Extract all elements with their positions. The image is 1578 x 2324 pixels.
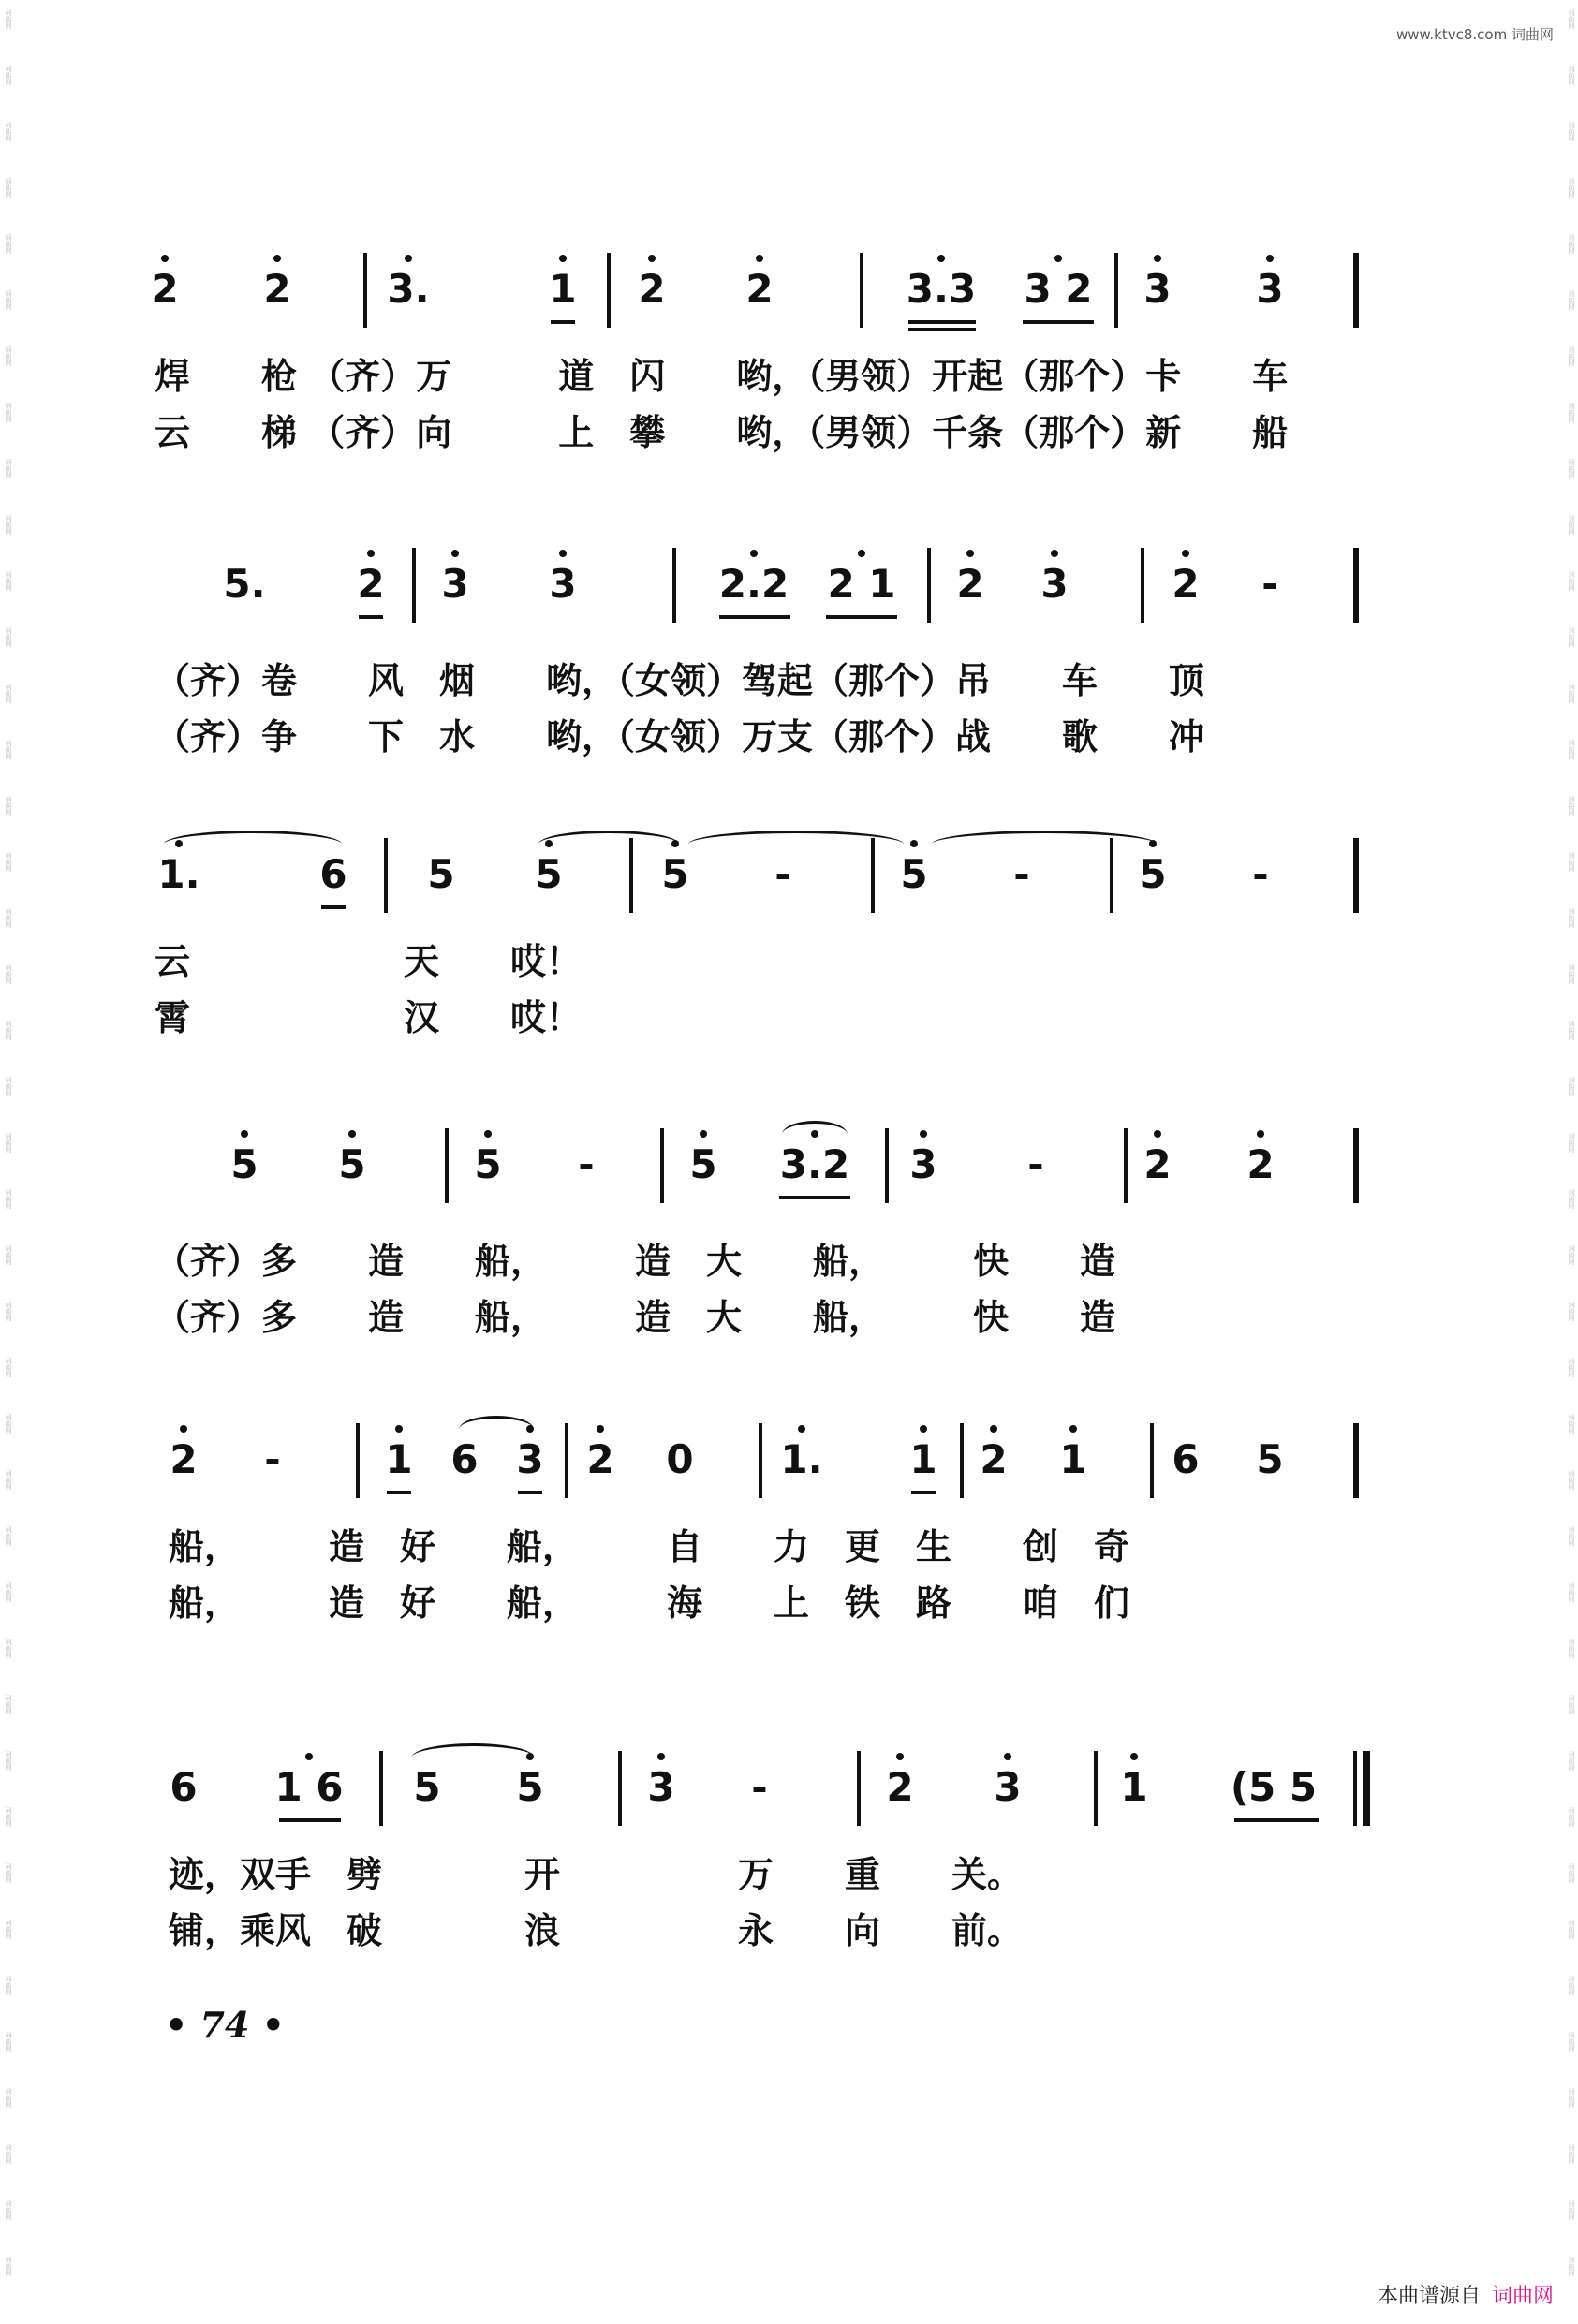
watermark-text: 词曲网 (5, 178, 12, 198)
watermark-text: 词曲网 (1568, 459, 1575, 478)
note: 5 (524, 851, 573, 898)
notation-row (0, 1119, 1578, 1222)
underline (551, 320, 575, 324)
note: 1 (538, 266, 587, 313)
repeat-bar-thick (1363, 1751, 1370, 1826)
note: (5 5 (1230, 1764, 1318, 1810)
watermark-text: 词曲网 (5, 234, 12, 254)
note: - (751, 1764, 768, 1810)
note: 2 (1161, 561, 1210, 608)
watermark-text: 词曲网 (1568, 2200, 1575, 2220)
watermark-text: 词曲网 (1568, 1133, 1575, 1153)
lyric-line-1: 焊 枪 （齐）万 道 闪 哟，（男领）开起（那个）卡 车 (155, 355, 1289, 397)
bar-line (1353, 253, 1359, 328)
watermark-text: 词曲网 (1568, 1582, 1575, 1602)
bar-line (1150, 1423, 1154, 1498)
bar-line (629, 838, 633, 913)
underline (359, 615, 383, 619)
watermark-text: 词曲网 (5, 1358, 12, 1377)
note: 1 6 (272, 1764, 347, 1811)
note: 1. (777, 1436, 826, 1483)
note: 3 (983, 1764, 1032, 1811)
watermark-text: 词曲网 (5, 1470, 12, 1490)
bar-line (960, 1423, 964, 1498)
underline (518, 1491, 542, 1494)
watermark-text: 词曲网 (1568, 1189, 1575, 1209)
watermark-text: 词曲网 (1568, 571, 1575, 591)
lyric-row (0, 711, 1578, 767)
bar-line (1141, 548, 1144, 623)
lyric-line-2: 船， 造 好 船， 海 上 铁 路 咱 们 (169, 1581, 1130, 1624)
bar-line (1124, 1128, 1128, 1203)
note: 1. (155, 851, 203, 898)
note: 2 1 (819, 561, 904, 608)
watermark-text: 词曲网 (5, 2088, 12, 2108)
bar-line (1353, 548, 1359, 623)
watermark-text: 词曲网 (5, 796, 12, 816)
note: 2 (946, 561, 995, 608)
lyric-line-2: 霄 汉 哎！ (155, 996, 583, 1038)
score-system-2 (0, 538, 1578, 767)
note: - (774, 851, 791, 897)
underline (1234, 1818, 1319, 1822)
watermark-text: 词曲网 (1568, 1302, 1575, 1321)
watermark-text: 词曲网 (1568, 1976, 1575, 1995)
watermark-text: 词曲网 (5, 1133, 12, 1153)
watermark-text: 词曲网 (5, 1302, 12, 1321)
lyric-row (0, 1848, 1578, 1905)
bar-line (860, 253, 863, 328)
note: 2.2 (712, 561, 796, 608)
watermark-text: 词曲网 (1568, 178, 1575, 198)
note: 2 (347, 561, 395, 608)
watermark-text: 词曲网 (1568, 9, 1575, 29)
underline (779, 1196, 850, 1199)
lyric-row (0, 992, 1578, 1048)
bar-line (660, 1128, 664, 1203)
note: 2 (1133, 1141, 1182, 1188)
bar-line (927, 548, 931, 623)
note: 3 (538, 561, 587, 608)
lyric-row (0, 1291, 1578, 1347)
notation-row (0, 1742, 1578, 1845)
watermark-text: 词曲网 (5, 1189, 12, 1209)
watermark-text: 词曲网 (1568, 66, 1575, 85)
note: 5 (464, 1141, 512, 1188)
lyric-line-2: （齐）多 造 船， 造 大 船， 快 造 (155, 1296, 1116, 1338)
watermark-text: 词曲网 (1568, 964, 1575, 984)
bar-line (356, 1423, 360, 1498)
bar-line (412, 548, 416, 623)
lyric-line-1: 船， 造 好 船， 自 力 更 生 创 奇 (169, 1525, 1130, 1567)
note: 5 (1128, 851, 1177, 898)
watermark-text: 词曲网 (5, 1976, 12, 1995)
notation-row (0, 829, 1578, 932)
bar-line (1114, 253, 1118, 328)
notation-row (0, 1414, 1578, 1517)
score-system-5 (0, 1414, 1578, 1633)
note: - (264, 1436, 281, 1482)
watermark-text: 词曲网 (1568, 1021, 1575, 1040)
note: 2 (576, 1436, 625, 1483)
underline (1023, 320, 1094, 324)
watermark-text: 词曲网 (5, 290, 12, 310)
lyric-line-2: （齐）争 下 水 哟，（女领）万支（那个）战 歌 冲 (155, 715, 1205, 758)
watermark-text: 词曲网 (1568, 234, 1575, 254)
note: 1 (1049, 1436, 1098, 1483)
underline (908, 328, 976, 331)
bar-line (445, 1128, 449, 1203)
watermark-text: 词曲网 (5, 1920, 12, 1939)
watermark-text: 词曲网 (5, 459, 12, 478)
note: 3 (1133, 266, 1182, 313)
watermark-text: 词曲网 (5, 515, 12, 535)
watermark-text: 词曲网 (1568, 627, 1575, 647)
lyric-line-2: 云 梯 （齐）向 上 攀 哟，（男领）千条（那个）新 船 (155, 411, 1289, 453)
score-system-4 (0, 1119, 1578, 1347)
watermark-text: 词曲网 (1568, 1414, 1575, 1434)
watermark-text: 词曲网 (5, 740, 12, 759)
watermark-text: 词曲网 (5, 571, 12, 591)
watermark-text: 词曲网 (5, 9, 12, 29)
watermark-text: 词曲网 (1568, 740, 1575, 759)
underline (719, 615, 790, 619)
note: 5 (427, 851, 455, 897)
lyric-line-1: （齐）卷 风 烟 哟，（女领）驾起（那个）吊 车 顶 (155, 659, 1205, 701)
note: 3 (506, 1436, 554, 1483)
note: 2 (627, 266, 676, 313)
watermark-text: 词曲网 (1568, 1863, 1575, 1883)
watermark-text: 词曲网 (5, 2144, 12, 2164)
note: - (1261, 561, 1278, 607)
note: 2 (1236, 1141, 1285, 1188)
underline (387, 1491, 411, 1494)
note: 2 (159, 1436, 208, 1483)
watermark-text: 词曲网 (1568, 1695, 1575, 1714)
bar-line (672, 548, 676, 623)
note: 3 2 (1016, 266, 1100, 313)
bar-line (857, 1751, 861, 1826)
note: 2 (969, 1436, 1018, 1483)
bar-line (607, 253, 611, 328)
watermark-text: 词曲网 (5, 1695, 12, 1714)
note: 5 (413, 1764, 441, 1810)
watermark-text: 词曲网 (1568, 290, 1575, 310)
watermark-text: 词曲网 (1568, 1358, 1575, 1377)
note: 3 (899, 1141, 948, 1188)
note: 5 (651, 851, 700, 898)
underline (911, 1491, 936, 1494)
footer-source-label: 本曲谱源自 (1377, 2285, 1481, 2308)
bar-line (885, 1128, 889, 1203)
footer-brand-link[interactable]: 词曲网 (1491, 2285, 1554, 2308)
lyric-line-1: 迹，双手 劈 开 万 重 关。 (169, 1853, 1024, 1895)
note: 2 (140, 266, 189, 313)
note: 3.2 (773, 1141, 857, 1188)
note: 5. (223, 561, 266, 607)
note: 5 (679, 1141, 728, 1188)
watermark-text: 词曲网 (1568, 2088, 1575, 2108)
watermark-text: 词曲网 (1568, 1245, 1575, 1265)
note: - (1252, 851, 1269, 897)
watermark-text: 词曲网 (5, 1751, 12, 1771)
score-system-3 (0, 829, 1578, 1048)
watermark-text: 词曲网 (1568, 796, 1575, 816)
watermark-text: 词曲网 (5, 122, 12, 141)
underline (908, 320, 976, 324)
bar-line (759, 1423, 762, 1498)
bar-line (1353, 1128, 1359, 1203)
watermark-text: 词曲网 (5, 2032, 12, 2052)
note: - (1013, 851, 1030, 897)
note: 3 (431, 561, 479, 608)
watermark-text: 词曲网 (5, 403, 12, 422)
lyric-row (0, 406, 1578, 463)
note: 5 (328, 1141, 376, 1188)
watermark-text: 词曲网 (1568, 908, 1575, 928)
page-number: • 74 • (165, 2004, 285, 2046)
site-url: www.ktvc8.com 词曲网 (1395, 26, 1554, 43)
note: 3 (1030, 561, 1079, 608)
watermark-text: 词曲网 (5, 852, 12, 872)
lyric-row (0, 655, 1578, 711)
lyric-line-2: 铺，乘风 破 浪 永 向 前。 (169, 1909, 1024, 1951)
bar-line (871, 838, 875, 913)
note: 2 (876, 1764, 924, 1811)
watermark-text: 词曲网 (1568, 1077, 1575, 1096)
bar-line (1353, 838, 1359, 913)
watermark-text: 词曲网 (1568, 1470, 1575, 1490)
bar-line (1353, 1423, 1359, 1498)
lyric-line-1: 云 天 哎！ (155, 940, 583, 982)
watermark-text: 词曲网 (1568, 684, 1575, 703)
watermark-text: 词曲网 (1568, 1807, 1575, 1827)
bar-line (565, 1423, 568, 1498)
notation-row (0, 243, 1578, 346)
watermark-text: 词曲网 (5, 2200, 12, 2220)
watermark-text: 词曲网 (5, 627, 12, 647)
lyric-row (0, 1235, 1578, 1291)
watermark-text: 词曲网 (5, 1526, 12, 1546)
note: 2 (253, 266, 302, 313)
note: 3.3 (899, 266, 983, 313)
note: 6 (450, 1436, 479, 1482)
note: 2 (735, 266, 784, 313)
watermark-text: 词曲网 (5, 1807, 12, 1827)
underline (826, 615, 897, 619)
note: 5 (890, 851, 938, 898)
watermark-text: 词曲网 (5, 1077, 12, 1096)
bar-line (379, 1751, 383, 1826)
note: 1 (375, 1436, 423, 1483)
note: 0 (666, 1436, 694, 1482)
lyric-row (0, 1577, 1578, 1633)
note: 5 (220, 1141, 269, 1188)
watermark-text: 词曲网 (5, 1414, 12, 1434)
note: 3 (637, 1764, 686, 1811)
note: 3 (1246, 266, 1294, 313)
note: 5 (1256, 1436, 1284, 1482)
watermark-text: 词曲网 (1568, 1751, 1575, 1771)
watermark-text: 词曲网 (1568, 2032, 1575, 2052)
watermark-text: 词曲网 (5, 66, 12, 85)
lyric-row (0, 350, 1578, 406)
watermark-text: 词曲网 (5, 2257, 12, 2276)
note: 1 (1110, 1764, 1158, 1811)
underline (321, 905, 346, 909)
bar-line (363, 253, 367, 328)
note: 6 (170, 1764, 198, 1810)
note: 6 (1172, 1436, 1200, 1482)
watermark-text: 词曲网 (5, 346, 12, 366)
note: - (578, 1141, 595, 1187)
watermark-text: 词曲网 (5, 1639, 12, 1658)
lyric-row (0, 1521, 1578, 1577)
watermark-text: 词曲网 (5, 964, 12, 984)
watermark-text: 词曲网 (1568, 1639, 1575, 1658)
watermark-text: 词曲网 (5, 1245, 12, 1265)
watermark-text: 词曲网 (5, 908, 12, 928)
score-system-6 (0, 1742, 1578, 1961)
bar-line (1110, 838, 1113, 913)
watermark-text: 词曲网 (1568, 2257, 1575, 2276)
underline (279, 1818, 341, 1822)
watermark-text: 词曲网 (1568, 346, 1575, 366)
lyric-row (0, 935, 1578, 992)
note: - (1027, 1141, 1044, 1187)
lyric-row (0, 1905, 1578, 1961)
notation-row (0, 538, 1578, 641)
watermark-text: 词曲网 (5, 1582, 12, 1602)
lyric-line-1: （齐）多 造 船， 造 大 船， 快 造 (155, 1240, 1116, 1282)
note: 1 (899, 1436, 948, 1483)
watermark-text: 词曲网 (5, 684, 12, 703)
note: 6 (319, 851, 347, 897)
watermark-text: 词曲网 (1568, 122, 1575, 141)
bar-line (618, 1751, 622, 1826)
bar-line (384, 838, 388, 913)
note: 5 (506, 1764, 554, 1811)
watermark-text: 词曲网 (1568, 515, 1575, 535)
watermark-text: 词曲网 (5, 1863, 12, 1883)
watermark-text: 词曲网 (1568, 852, 1575, 872)
repeat-bar-thin (1353, 1751, 1357, 1826)
bar-line (1094, 1751, 1098, 1826)
watermark-text: 词曲网 (5, 1021, 12, 1040)
watermark-text: 词曲网 (1568, 403, 1575, 422)
watermark-text: 词曲网 (1568, 1920, 1575, 1939)
watermark-text: 词曲网 (1568, 2144, 1575, 2164)
watermark-text: 词曲网 (1568, 1526, 1575, 1546)
note: 3. (384, 266, 433, 313)
score-system-1 (0, 243, 1578, 463)
footer-source (1378, 2280, 1554, 2309)
